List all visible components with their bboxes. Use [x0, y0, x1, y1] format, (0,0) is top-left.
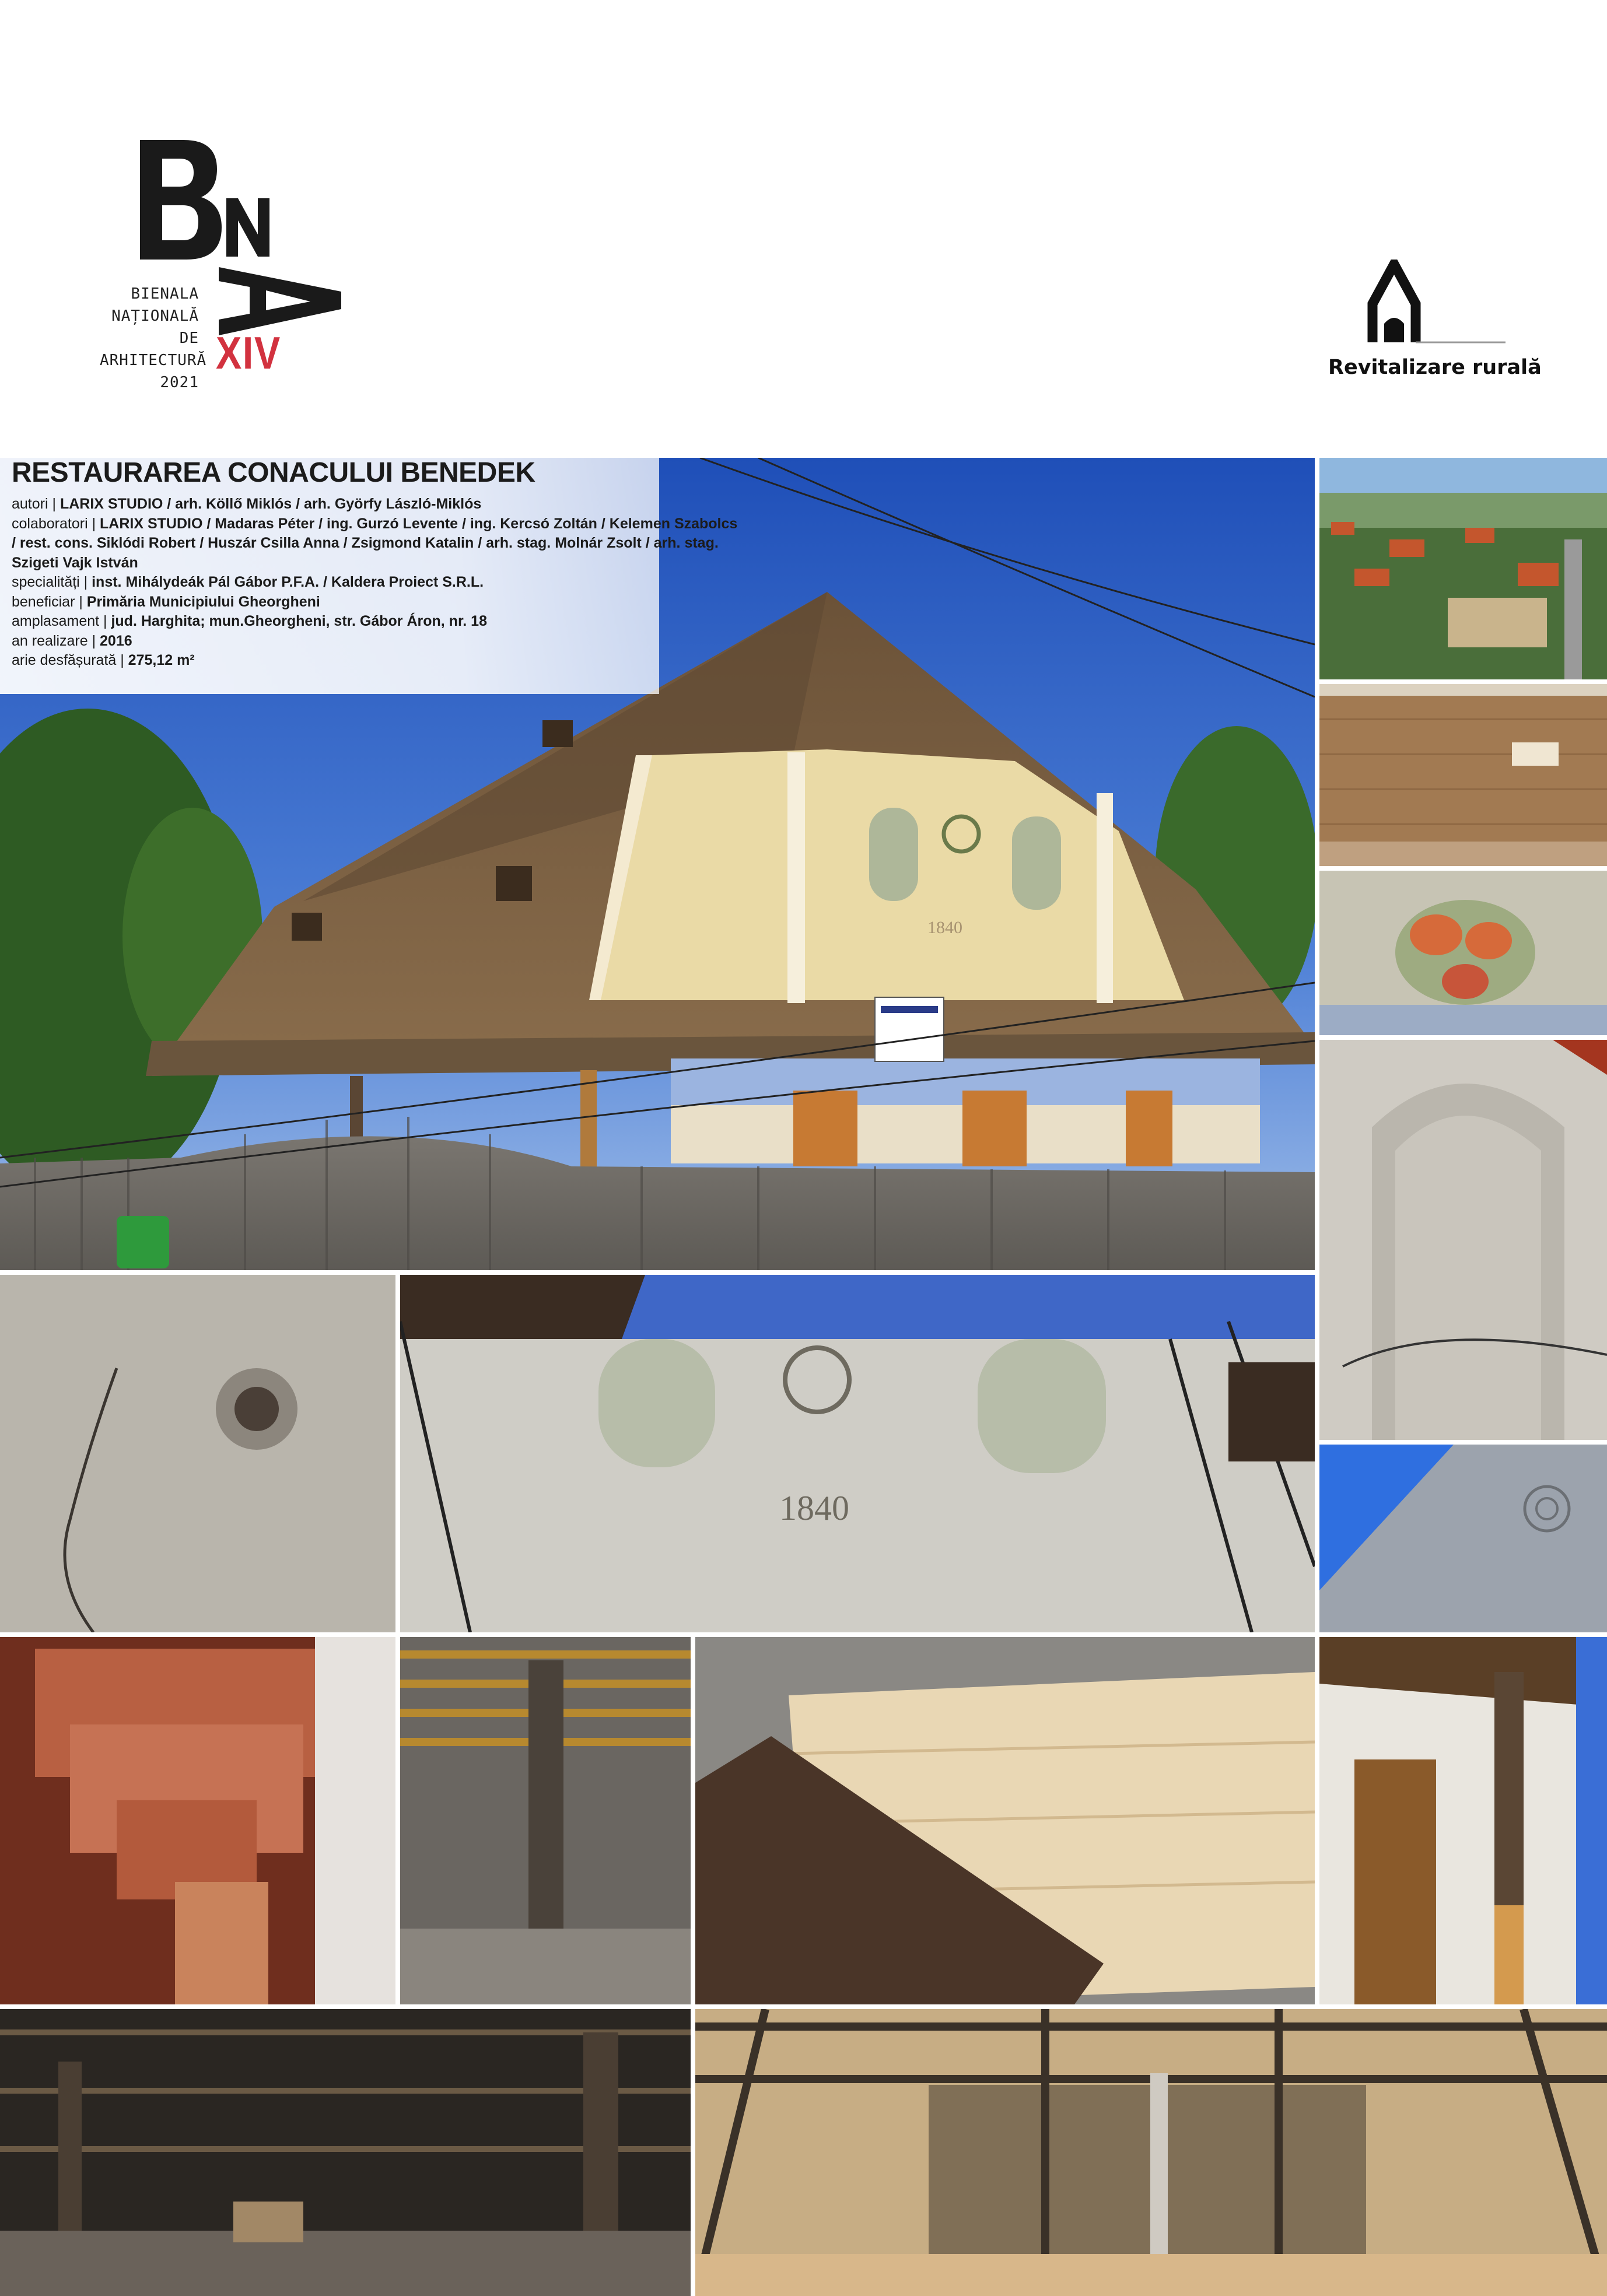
detail-value: Szigeti Vajk István: [12, 554, 138, 571]
logo-edition: XIV: [216, 327, 281, 378]
detail-value: / rest. cons. Siklódi Robert / Huszár Csilla Anna / Zsigmond Katalin / arh. stag. Molnár Zsolt / arh. stag.: [12, 535, 719, 551]
detail-beneficiary: [12, 593, 782, 612]
plaster-date: 1840: [779, 1489, 849, 1527]
detail-value: 275,12 m²: [128, 652, 195, 668]
photo-attic-interior-old: [0, 2009, 691, 2296]
photo-attic-post: [400, 1637, 691, 2004]
detail-label: colaboratori |: [12, 515, 100, 532]
detail-label: autori |: [12, 496, 60, 512]
detail-value: LARIX STUDIO / arh. Köllő Miklós / arh. Györfy László-Miklós: [59, 496, 482, 512]
detail-authors: [12, 495, 782, 514]
detail-label: arie desfășurată |: [12, 652, 128, 668]
detail-label: beneficiar |: [12, 593, 87, 610]
detail-value: jud. Harghita; mun.Gheorgheni, str. Gábor Áron, nr. 18: [111, 613, 487, 629]
facade-date: 1840: [927, 918, 962, 937]
photo-porch: [1319, 1637, 1607, 2004]
photo-new-beams: [695, 1637, 1315, 2004]
detail-collaborators-cont-2: [12, 553, 782, 573]
photo-plaster-anchor: [0, 1275, 395, 1632]
logo-line-4: ARHITECTURĂ: [100, 352, 207, 369]
house-outline-icon: [1315, 260, 1514, 353]
detail-collaborators-cont: [12, 534, 782, 553]
detail-value: Primăria Municipiului Gheorgheni: [86, 593, 320, 610]
photo-window-relief: [1319, 1040, 1607, 1440]
category-label: Revitalizare rurală: [1328, 356, 1542, 379]
project-details: [12, 495, 782, 671]
photo-attic-interior-new: [695, 2009, 1607, 2296]
detail-label: an realizare |: [12, 632, 100, 649]
detail-value: 2016: [100, 632, 132, 649]
detail-value: inst. Mihálydeák Pál Gábor P.F.A. / Kaldera Proiect S.R.L.: [92, 574, 484, 590]
detail-year: [12, 632, 782, 651]
category-badge: [1315, 260, 1542, 394]
detail-collaborators: [12, 514, 782, 534]
logo-line-2: NAȚIONALĂ: [111, 307, 199, 325]
project-title: RESTAURAREA CONACULUI BENEDEK: [12, 457, 535, 488]
photo-facade-scaffold: [400, 1275, 1315, 1632]
photo-aerial-village: [1319, 458, 1607, 679]
detail-label: specialități |: [12, 574, 92, 590]
logo-line-5: 2021: [160, 374, 199, 391]
photo-fresco-detail: [1319, 871, 1607, 1035]
bna-logo: [100, 134, 350, 408]
photo-gable-rosette: [1319, 1445, 1607, 1632]
logo-line-1: BIENALA: [131, 285, 199, 303]
detail-label: amplasament |: [12, 613, 111, 629]
photo-shingle-roof: [1319, 684, 1607, 866]
detail-area: [12, 651, 782, 671]
photo-wooden-bracket: [0, 1637, 395, 2004]
detail-location: [12, 612, 782, 632]
logo-line-3: DE: [179, 329, 199, 347]
detail-value: LARIX STUDIO / Madaras Péter / ing. Gurzó Levente / ing. Kercsó Zoltán / Kelemen Szabolcs: [100, 515, 738, 532]
detail-specialties: [12, 573, 782, 593]
